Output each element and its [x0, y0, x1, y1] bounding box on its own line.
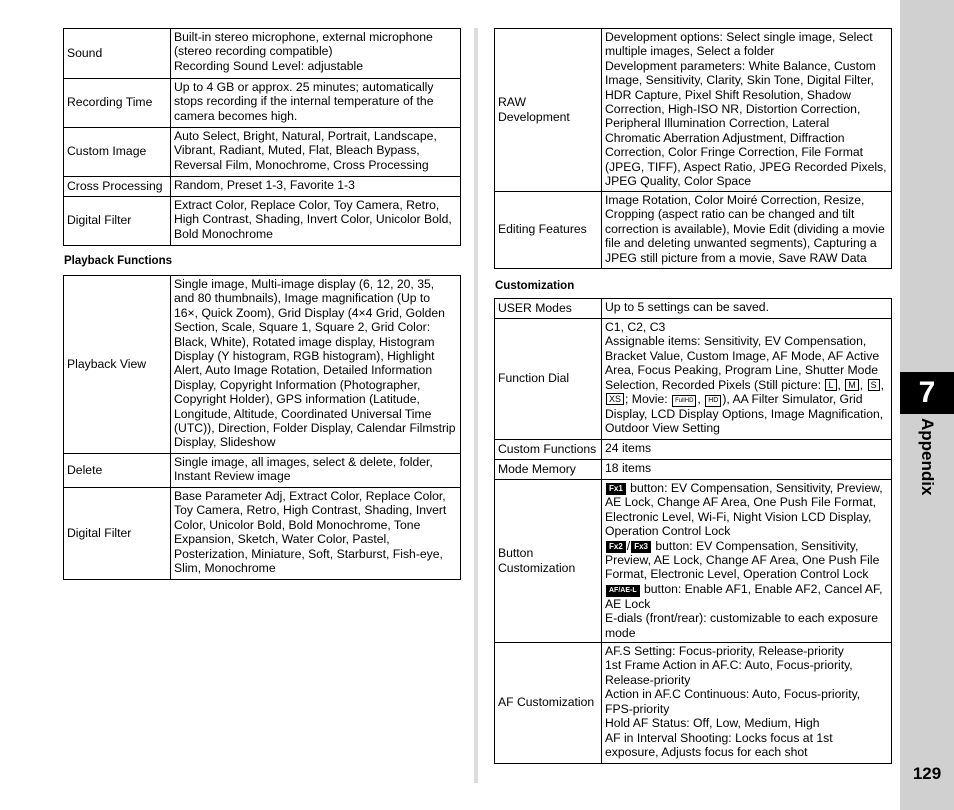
separator: ,	[859, 377, 864, 392]
table-row	[64, 128, 461, 177]
size-m-icon: M	[845, 379, 859, 391]
size-s-icon: S	[868, 379, 880, 391]
table-row	[495, 192, 892, 269]
row-desc: Extract Color, Replace Color, Toy Camera, Retro, High Contrast, Shading, Invert Color, Unicolor Bold, Bold Monochrome	[171, 197, 461, 246]
size-xs-icon: XS	[606, 393, 624, 405]
row-desc: Image Rotation, Color Moiré Correction, Resize, Cropping (aspect ratio can be changed and tilt correction is available), Movie Edit (dividing a movie file and deleting unwanted segments), Capturing a JPEG still picture from a movie, Save RAW Data	[602, 192, 892, 269]
table-row	[64, 197, 461, 246]
hd-icon: HD	[705, 395, 721, 407]
chapter-number: 7	[900, 372, 954, 414]
row-label: Custom Image	[64, 128, 171, 177]
fx1-text: button: EV Compensation, Sensitivity, Preview, AE Lock, Change AF Area, One Push File Format, Electronic Level, Wi-Fi, Night Vision LCD Display, Operation Control Lock	[605, 481, 883, 539]
row-label: Function Dial	[495, 319, 602, 440]
assignable-items-text: Assignable items: Sensitivity, EV Compensation, Bracket Value, Custom Image, AF Mode, AF Active Area, Focus Peaking, Program Line, Shutter Mode Selection, Recorded Pixels (Still picture:	[605, 334, 880, 392]
table-row	[64, 177, 461, 197]
sound-specs-table	[63, 28, 461, 246]
size-l-icon: L	[825, 379, 836, 391]
playback-functions-title: Playback Functions	[64, 255, 173, 267]
row-desc: AF.S Setting: Focus-priority, Release-priority 1st Frame Action in AF.C: Auto, Focus-priority, Release-priority Action in AF.C Continuous: Auto, Focus-priority, FPS-priority Hold AF Status: Off, Low, Medium, High AF in Interval Shooting: Locks focus at 1st exposure, Adjusts focus for each shot	[602, 643, 892, 764]
row-label: AF Customization	[495, 643, 602, 764]
row-desc: Built-in stereo microphone, external microphone (stereo recording compatible) Recording Sound Level: adjustable	[171, 29, 461, 79]
row-desc: Base Parameter Adj, Extract Color, Replace Color, Toy Camera, Retro, High Contrast, Shading, Invert Color, Unicolor Bold, Bold Monochrome, Tone Expansion, Sketch, Water Color, Pastel, Posterization, Miniature, Soft, Starburst, Fish-eye, Slim, Monochrome	[171, 488, 461, 580]
table-row	[495, 299, 892, 319]
dial-modes: C1, C2, C3	[605, 320, 666, 334]
table-row	[64, 488, 461, 580]
edials-text: E-dials (front/rear): customizable to each exposure mode	[605, 611, 878, 640]
fx23-text: button: EV Compensation, Sensitivity, Preview, AE Lock, Change AF Area, One Push File Format, Electronic Level, Operation Control Lock	[605, 538, 880, 582]
row-label: Mode Memory	[495, 460, 602, 480]
row-label: Sound	[64, 29, 171, 79]
row-desc: Auto Select, Bright, Natural, Portrait, Landscape, Vibrant, Radiant, Muted, Flat, Bleach Bypass, Reversal Film, Monochrome, Cross Processing	[171, 128, 461, 177]
fx2-icon: Fx2	[606, 541, 626, 553]
fx3-icon: Fx3	[631, 541, 651, 553]
assignable-items-tail: ), AA Filter Simulator, Grid Display, LCD Display Options, Image Magnification, Outdoor View Setting	[605, 392, 884, 436]
row-desc: Single image, all images, select & delete, folder, Instant Review image	[171, 454, 461, 488]
row-label: RAW Development	[495, 29, 602, 192]
af-ae-lock-icon: AF/AE-L	[606, 585, 640, 597]
movie-label: ; Movie:	[625, 392, 672, 407]
fullhd-icon: FullHD	[672, 395, 696, 407]
row-label: Recording Time	[64, 79, 171, 128]
row-label: Editing Features	[495, 192, 602, 269]
table-row	[495, 480, 892, 643]
page-number: 129	[912, 764, 942, 783]
table-row	[64, 29, 461, 79]
row-label: Custom Functions	[495, 440, 602, 460]
row-label: Delete	[64, 454, 171, 488]
row-desc: Up to 4 GB or approx. 25 minutes; automatically stops recording if the internal temperature of the camera becomes high.	[171, 79, 461, 128]
row-desc: Development options: Select single image, Select multiple images, Select a folder Development parameters: White Balance, Custom Image, Sensitivity, Clarity, Skin Tone, Digital Filter, HDR Capture, Pixel Shift Resolution, Shadow Correction, High-ISO NR, Distortion Correction, Peripheral Illumination Correction, Lateral Chromatic Aberration Adjustment, Diffraction Correction, Color Fringe Correction, File Format (JPEG, TIFF), Aspect Ratio, JPEG Recorded Pixels, JPEG Quality, Color Space	[602, 29, 892, 192]
row-label: Digital Filter	[64, 488, 171, 580]
row-desc	[602, 480, 892, 643]
raw-development-table	[494, 28, 892, 269]
customization-table	[494, 298, 892, 764]
row-desc: Random, Preset 1-3, Favorite 1-3	[171, 177, 461, 197]
row-label: Button Customization	[495, 480, 602, 643]
table-row	[495, 319, 892, 440]
row-desc: 24 items	[602, 440, 892, 460]
separator: ,	[837, 377, 845, 392]
column-divider	[474, 28, 478, 783]
table-row	[495, 460, 892, 480]
row-label: USER Modes	[495, 299, 602, 319]
table-row	[64, 276, 461, 454]
row-label: Digital Filter	[64, 197, 171, 246]
row-desc	[602, 319, 892, 440]
row-label: Playback View	[64, 276, 171, 454]
afae-text: button: Enable AF1, Enable AF2, Cancel AF, AE Lock	[605, 581, 883, 611]
row-label: Cross Processing	[64, 177, 171, 197]
slash: /	[626, 538, 631, 553]
table-row	[495, 643, 892, 764]
playback-functions-table	[63, 275, 461, 580]
row-desc: Up to 5 settings can be saved.	[602, 299, 892, 319]
row-desc: 18 items	[602, 460, 892, 480]
separator: ,	[880, 377, 884, 392]
table-row	[64, 79, 461, 128]
row-desc: Single image, Multi-image display (6, 12, 20, 35, and 80 thumbnails), Image magnification (Up to 16×, Quick Zoom), Grid Display (4×4 Grid, Golden Section, Scale, Square 1, Square 2, Grid Color: Black, White), Rotated image display, Histogram Display (Y histogram, RGB histogram), Highlight Alert, Auto Image Rotation, Detailed Information Display, Copyright Information (Photographer, Copyright Holder), GPS information (Latitude, Longitude, Altitude, Coordinated Universal Time (UTC)), Direction, Folder Display, Calendar Filmstrip Display, Slideshow	[171, 276, 461, 454]
customization-title: Customization	[495, 280, 575, 292]
table-row	[495, 440, 892, 460]
table-row	[64, 454, 461, 488]
separator: ,	[697, 392, 705, 407]
chapter-label: Appendix	[918, 418, 937, 496]
table-row	[495, 29, 892, 192]
fx1-icon: Fx1	[606, 483, 626, 495]
